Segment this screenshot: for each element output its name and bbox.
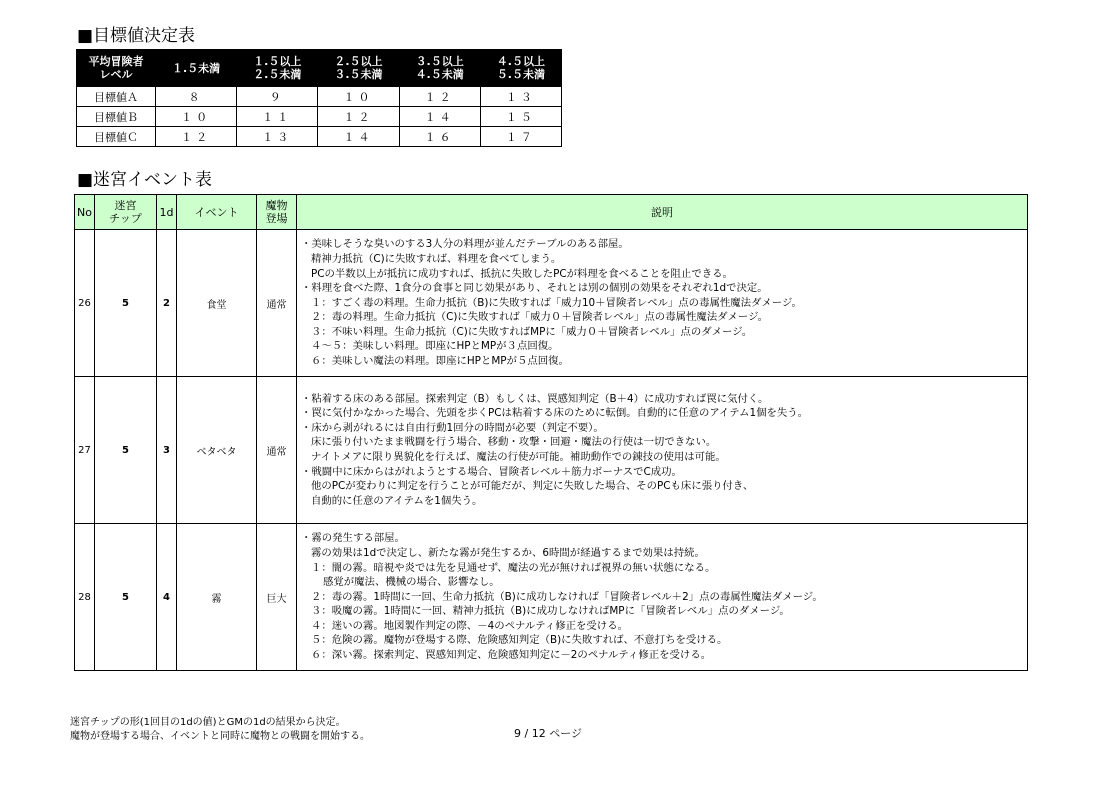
header-line: 迷宮: [114, 199, 137, 212]
footer-note-1: 迷宮チップの形(1回目の1dの値)とGMの1dの結果から決定。: [70, 717, 346, 728]
header-cell: [318, 50, 399, 87]
target-value-cell: １５: [480, 107, 561, 127]
header-cell: [399, 50, 480, 87]
header-cell: [156, 50, 237, 87]
header-cell: [257, 195, 297, 230]
monster-cell: 通常: [257, 377, 297, 524]
description-line: ２：毒の霧。1時間に一回、生命力抵抗（B)に成功しなければ「冒険者レベル＋2」点の毒属性魔法ダメージ。: [311, 590, 823, 603]
target-value-cell: １４: [318, 127, 399, 147]
header-cell: [237, 50, 318, 87]
target-value-table: [76, 49, 562, 147]
die-roll-cell: 3: [157, 377, 177, 524]
header-line: １.５以上: [253, 55, 302, 68]
target-value-cell: １０: [318, 87, 399, 107]
header-line: イベント: [194, 205, 239, 219]
description-line: ３：吸魔の霧。1時間に一回、精神力抵抗（B)に成功しなければMPに「冒険者レベル」点のダメージ。: [311, 605, 790, 618]
header-line: ４.５以上: [496, 55, 545, 68]
event-number-cell: 27: [75, 377, 95, 524]
description-line: ２：毒の料理。生命力抵抗（C)に失敗すれば「威力０＋冒険者レベル」点の毒属性魔法ダメージ。: [311, 311, 769, 324]
description-line: ４：迷いの霧。地図製作判定の際、－4のペナルティ修正を受ける。: [311, 619, 628, 632]
table-header-row: [77, 50, 562, 87]
header-line: ２.５以上: [334, 55, 383, 68]
event-name-cell: 霧: [177, 524, 257, 671]
description-line: ６：深い霧。探索判定、罠感知判定、危険感知判定に－2のペナルティ修正を受ける。: [311, 649, 712, 662]
header-cell: [157, 195, 177, 230]
header-cell: [177, 195, 257, 230]
header-cell: [95, 195, 157, 230]
header-cell: [77, 50, 156, 87]
target-value-cell: １２: [399, 87, 480, 107]
description-line: １：闇の霧。暗視や炎では先を見通せず、魔法の光が無ければ視界の無い状態になる。: [311, 561, 716, 574]
target-value-cell: ９: [237, 87, 318, 107]
description-line: １：すごく毒の料理。生命力抵抗（B)に失敗すれば「威力10＋冒険者レベル」点の毒属性魔法ダメージ。: [311, 296, 802, 309]
header-line: 平均冒険者: [88, 55, 144, 68]
table-row: [77, 107, 562, 127]
header-line: ５.５未満: [496, 68, 545, 81]
header-cell: [75, 195, 95, 230]
maze-event-table: [74, 194, 1028, 671]
target-value-cell: ８: [156, 87, 237, 107]
description-line: ６：美味しい魔法の料理。即座にHPとMPが５点回復。: [311, 355, 569, 368]
header-line: 魔物: [265, 199, 288, 212]
header-line: レベル: [99, 68, 133, 81]
target-value-cell: １２: [318, 107, 399, 127]
target-table-title: ■目標値決定表: [77, 26, 196, 46]
maze-chip-cell: 5: [95, 230, 157, 377]
die-roll-cell: 2: [157, 230, 177, 377]
description-line: 感覚が魔法、機械の場合、影響なし。: [323, 576, 500, 589]
monster-cell: 巨大: [257, 524, 297, 671]
row-label: 目標値Ｃ: [77, 127, 156, 147]
event-number-cell: 28: [75, 524, 95, 671]
row-label: 目標値Ｂ: [77, 107, 156, 127]
description-line: 他のPCが変わりに判定を行うことが可能だが、判定に失敗した場合、そのPCも床に張り付き、: [311, 480, 754, 493]
maze-chip-cell: 5: [95, 377, 157, 524]
die-roll-cell: 4: [157, 524, 177, 671]
header-line: 登場: [265, 212, 288, 225]
header-line: チップ: [109, 212, 142, 225]
header-line: ２.５未満: [253, 68, 302, 81]
target-value-cell: １２: [156, 127, 237, 147]
table-row: [77, 127, 562, 147]
description-line: 霧の効果は1dで決定し、新たな霧が発生するか、6時間が経過するまで効果は持続。: [311, 546, 705, 559]
maze-chip-cell: 5: [95, 524, 157, 671]
header-cell: [297, 195, 1028, 230]
description-cell: [297, 377, 1028, 524]
header-line: ４.５未満: [415, 68, 464, 81]
description-line: ・罠に気付かなかった場合、先頭を歩くPCは粘着する床のために転倒。自動的に任意のアイテム1個を失う。: [301, 407, 809, 420]
header-line: 1d: [159, 205, 174, 219]
description-line: ・霧の発生する部屋。: [301, 532, 405, 545]
description-line: PCの半数以上が抵抗に成功すれば、抵抗に失敗したPCが料理を食べることを阻止できる。: [311, 267, 733, 280]
description-line: 精神力抵抗（C)に失敗すれば、料理を食べてしまう。: [311, 252, 562, 265]
target-value-cell: １６: [399, 127, 480, 147]
header-line: No: [77, 205, 92, 219]
description-line: ３：不味い料理。生命力抵抗（C)に失敗すればMPに「威力０＋冒険者レベル」点のダメージ。: [311, 325, 753, 338]
description-line: 床に張り付いたまま戦闘を行う場合、移動・攻撃・回避・魔法の行使は一切できない。: [311, 436, 717, 449]
description-line: ・戦闘中に床からはがれようとする場合、冒険者レベル＋筋力ボーナスでC成功。: [301, 465, 682, 478]
description-line: ・粘着する床のある部屋。探索判定（B）もしくは、罠感知判定（B＋4）に成功すれば罠に気付く。: [301, 392, 769, 405]
description-line: ５：危険の霧。魔物が登場する際、危険感知判定（B)に失敗すれば、不意打ちを受ける。: [311, 634, 728, 647]
description-cell: [297, 524, 1028, 671]
table-row: [75, 230, 1028, 377]
table-row: [77, 87, 562, 107]
header-line: 説明: [651, 205, 673, 219]
target-value-cell: １１: [237, 107, 318, 127]
description-line: ・料理を食べた際、1食分の食事と同じ効果があり、それとは別の個別の効果をそれぞれ1dで決定。: [301, 282, 768, 295]
target-value-cell: １４: [399, 107, 480, 127]
header-line: １.５未満: [172, 61, 221, 75]
monster-cell: 通常: [257, 230, 297, 377]
description-line: ４～５：美味しい料理。即座にHPとMPが３点回復。: [311, 340, 559, 353]
header-line: ３.５未満: [334, 68, 383, 81]
event-name-cell: 食堂: [177, 230, 257, 377]
event-name-cell: ベタベタ: [177, 377, 257, 524]
header-line: ３.５以上: [415, 55, 464, 68]
description-line: 自動的に任意のアイテムを1個失う。: [311, 494, 483, 507]
table-header-row: [75, 195, 1028, 230]
description-line: ・美味しそうな臭いのする3人分の料理が並んだテーブルのある部屋。: [301, 238, 629, 251]
event-number-cell: 26: [75, 230, 95, 377]
description-line: ナイトメアに限り異貌化を行えば、魔法の行使が可能。補助動作での錬技の使用は可能。: [311, 451, 726, 463]
description-line: ・床から剥がれるには自由行動1回分の時間が必要（判定不要）。: [301, 421, 604, 434]
footer-note-2: 魔物が登場する場合、イベントと同時に魔物との戦闘を開始する。: [70, 731, 370, 742]
header-cell: [480, 50, 561, 87]
description-cell: [297, 230, 1028, 377]
page-number: 9 / 12 ページ: [514, 727, 582, 740]
table-row: [75, 377, 1028, 524]
target-value-cell: １０: [156, 107, 237, 127]
event-table-title: ■迷宮イベント表: [77, 170, 213, 190]
table-row: [75, 524, 1028, 671]
target-value-cell: １３: [237, 127, 318, 147]
target-value-cell: １７: [480, 127, 561, 147]
row-label: 目標値Ａ: [77, 87, 156, 107]
target-value-cell: １３: [480, 87, 561, 107]
